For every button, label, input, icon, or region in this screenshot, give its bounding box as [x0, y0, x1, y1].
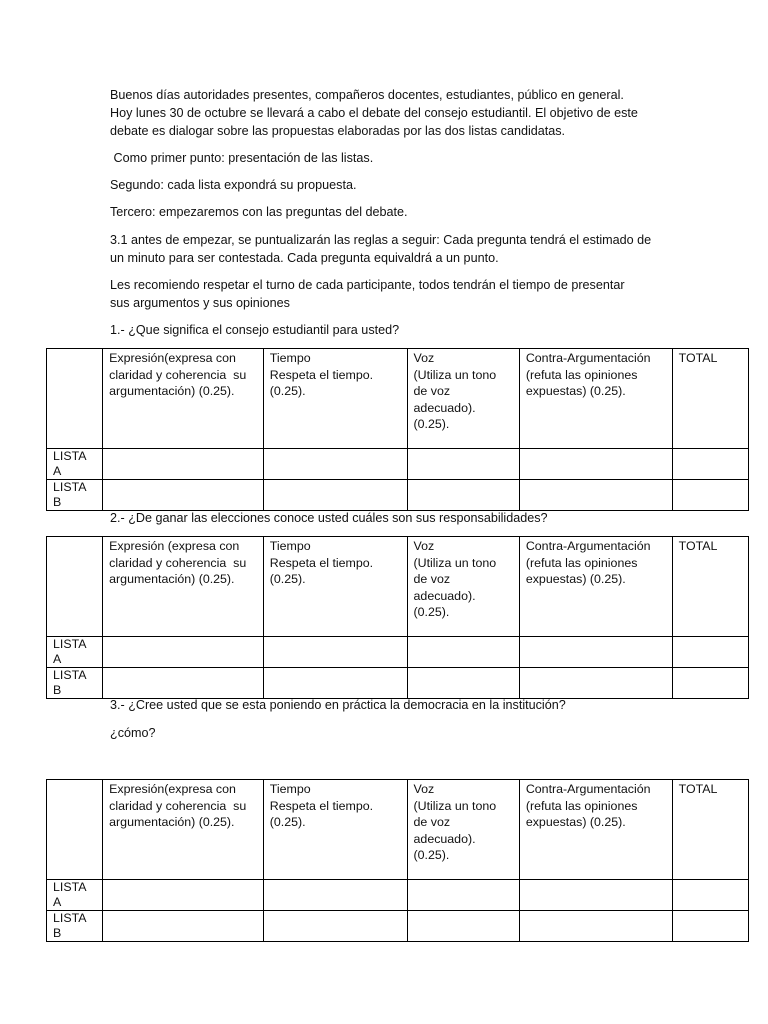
- score-cell[interactable]: [263, 449, 407, 480]
- header-expresion: [103, 780, 264, 880]
- score-cell[interactable]: [519, 668, 672, 699]
- score-cell[interactable]: [407, 480, 519, 511]
- total-cell[interactable]: [672, 911, 748, 942]
- score-cell[interactable]: [519, 911, 672, 942]
- rubric-header-row: [47, 780, 749, 880]
- header-voz-text: Voz (Utiliza un tono de voz adecuado). (0.25).: [413, 782, 497, 862]
- header-voz-text: Voz (Utiliza un tono de voz adecuado). (0.25).: [413, 351, 497, 431]
- score-cell[interactable]: [519, 637, 672, 668]
- header-total: [672, 537, 748, 637]
- table-row-lista-b: [47, 911, 749, 942]
- score-cell[interactable]: [519, 480, 672, 511]
- header-expresion-text: Expresión (expresa con claridad y coherencia su argumentación) (0.25).: [109, 539, 247, 586]
- question-1: 1.- ¿Que significa el consejo estudiantil para usted?: [110, 323, 400, 337]
- score-cell[interactable]: [103, 880, 264, 911]
- header-total: [672, 349, 748, 449]
- empty-header-cell: [47, 780, 103, 880]
- score-cell[interactable]: [103, 668, 264, 699]
- row-label: LISTA B: [47, 911, 103, 942]
- table-row-lista-a: [47, 449, 749, 480]
- row-label: LISTA B: [47, 668, 103, 699]
- score-cell[interactable]: [407, 668, 519, 699]
- table-row-lista-a: [47, 637, 749, 668]
- intro-point-3: Tercero: empezaremos con las preguntas del debate.: [110, 205, 408, 219]
- header-total-text: TOTAL: [678, 539, 718, 553]
- rubric-header-row: [47, 349, 749, 449]
- score-cell[interactable]: [103, 480, 264, 511]
- score-cell[interactable]: [407, 880, 519, 911]
- score-cell[interactable]: [407, 637, 519, 668]
- score-cell[interactable]: [407, 911, 519, 942]
- score-cell[interactable]: [407, 449, 519, 480]
- empty-header-cell: [47, 537, 103, 637]
- intro-rules: 3.1 antes de empezar, se puntualizarán las reglas a seguir: Cada pregunta tendrá el estimado de un minuto para ser contestada. Cada pregunta equivaldrá a un punto.: [110, 233, 652, 265]
- header-tiempo: [263, 780, 407, 880]
- score-cell[interactable]: [263, 880, 407, 911]
- total-cell[interactable]: [672, 668, 748, 699]
- score-cell[interactable]: [263, 668, 407, 699]
- header-expresion: [103, 537, 264, 637]
- rubric-table-2: [46, 536, 749, 699]
- header-contra: [519, 780, 672, 880]
- intro-point-1: Como primer punto: presentación de las listas.: [110, 151, 374, 165]
- header-expresion-text: Expresión(expresa con claridad y coherencia su argumentación) (0.25).: [109, 782, 247, 829]
- header-expresion-text: Expresión(expresa con claridad y coherencia su argumentación) (0.25).: [109, 351, 247, 398]
- table-row-lista-b: [47, 668, 749, 699]
- intro-greeting: Buenos días autoridades presentes, compañeros docentes, estudiantes, público en general. Hoy lunes 30 de octubre se llevará a cabo el debate del consejo estudiantil. El objetivo de este debate es dialogar sobre las propuestas elaboradas por las dos listas candidatas.: [110, 88, 638, 138]
- empty-header-cell: [47, 349, 103, 449]
- header-total-text: TOTAL: [678, 782, 718, 796]
- intro-recommendation: Les recomiendo respetar el turno de cada participante, todos tendrán el tiempo de presentar sus argumentos y sus opiniones: [110, 278, 625, 310]
- score-cell[interactable]: [103, 911, 264, 942]
- header-contra: [519, 349, 672, 449]
- header-expresion: [103, 349, 264, 449]
- header-contra: [519, 537, 672, 637]
- total-cell[interactable]: [672, 880, 748, 911]
- question-2: 2.- ¿De ganar las elecciones conoce usted cuáles son sus responsabilidades?: [110, 511, 548, 525]
- header-contra-text: Contra-Argumentación (refuta las opiniones expuestas) (0.25).: [525, 351, 651, 398]
- header-total-text: TOTAL: [678, 351, 718, 365]
- intro-point-2: Segundo: cada lista expondrá su propuesta.: [110, 178, 357, 192]
- total-cell[interactable]: [672, 480, 748, 511]
- header-contra-text: Contra-Argumentación (refuta las opiniones expuestas) (0.25).: [525, 782, 651, 829]
- table-row-lista-b: [47, 480, 749, 511]
- score-cell[interactable]: [263, 480, 407, 511]
- header-tiempo-text: Tiempo Respeta el tiempo. (0.25).: [269, 539, 374, 586]
- score-cell[interactable]: [103, 449, 264, 480]
- question-3: 3.- ¿Cree usted que se esta poniendo en práctica la democracia en la institución?: [110, 698, 566, 712]
- rubric-table-3: [46, 779, 749, 942]
- header-contra-text: Contra-Argumentación (refuta las opiniones expuestas) (0.25).: [525, 539, 651, 586]
- header-voz-text: Voz (Utiliza un tono de voz adecuado). (0.25).: [413, 539, 497, 619]
- header-tiempo: [263, 349, 407, 449]
- score-cell[interactable]: [519, 449, 672, 480]
- rubric-header-row: [47, 537, 749, 637]
- row-label: LISTA A: [47, 449, 103, 480]
- header-tiempo-text: Tiempo Respeta el tiempo. (0.25).: [269, 782, 374, 829]
- header-tiempo: [263, 537, 407, 637]
- row-label: LISTA B: [47, 480, 103, 511]
- row-label: LISTA A: [47, 880, 103, 911]
- question-3-followup: ¿cómo?: [110, 726, 156, 740]
- header-voz: [407, 349, 519, 449]
- score-cell[interactable]: [263, 637, 407, 668]
- header-voz: [407, 780, 519, 880]
- total-cell[interactable]: [672, 449, 748, 480]
- rubric-table-1: [46, 348, 749, 511]
- header-total: [672, 780, 748, 880]
- row-label: LISTA A: [47, 637, 103, 668]
- score-cell[interactable]: [519, 880, 672, 911]
- header-voz: [407, 537, 519, 637]
- table-row-lista-a: [47, 880, 749, 911]
- score-cell[interactable]: [103, 637, 264, 668]
- total-cell[interactable]: [672, 637, 748, 668]
- header-tiempo-text: Tiempo Respeta el tiempo. (0.25).: [269, 351, 374, 398]
- score-cell[interactable]: [263, 911, 407, 942]
